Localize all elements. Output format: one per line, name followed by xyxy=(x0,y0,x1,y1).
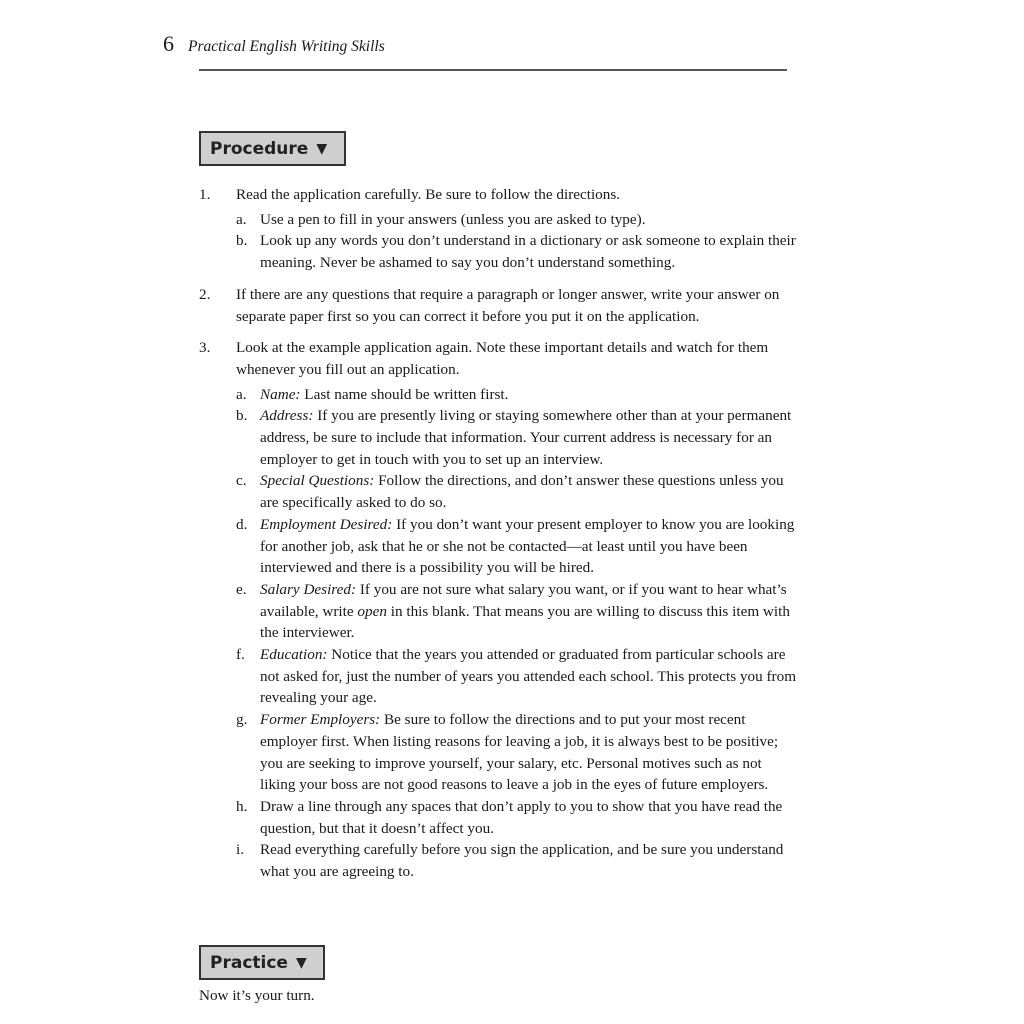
practice-heading xyxy=(199,945,325,980)
substep-text: Last name should be written first. xyxy=(300,385,509,403)
substep-text: If you are not sure what salary you want, or if you want to hear what’s available, write xyxy=(260,580,787,620)
procedure-heading xyxy=(199,131,346,166)
header-rule xyxy=(199,69,787,71)
substep xyxy=(236,405,799,470)
substep-term: Address: xyxy=(260,407,314,425)
substep xyxy=(236,209,799,231)
substep xyxy=(236,709,799,796)
step-text: Read the application carefully. Be sure to follow the directions. xyxy=(236,186,621,203)
substep-letter: c. xyxy=(236,472,247,490)
substep-letter: a. xyxy=(236,385,247,403)
substep-text: Notice that the years you attended or graduated from particular schools are not asked for, just the number of years you attended each school. This protects you from revealing your age. xyxy=(260,646,797,707)
substep-text: in this blank. That means you are willing to discuss this item with the interviewer. xyxy=(260,602,790,642)
practice-heading-label: Practice xyxy=(210,952,288,973)
substep-term: Special Questions: xyxy=(260,472,375,490)
substep xyxy=(236,514,799,579)
substep-term: Education: xyxy=(260,646,328,664)
substep-text: Use a pen to fill in your answers (unless you are asked to type). xyxy=(260,210,646,228)
step-number: 3. xyxy=(199,339,211,357)
practice-text: Now it’s your turn. xyxy=(199,987,315,1004)
substep xyxy=(236,644,799,709)
substep-text: Be sure to follow the directions and to put your most recent employer first. When listing reasons for leaving a job, it is always best to be positive; you are seeking to improve yourself, your salary, etc. Personal motives such as not liking your boss are not good reasons to leave a job in the eyes of future employers. xyxy=(260,711,779,794)
substep-text: If you don’t want your present employer to know you are looking for another job, ask that he or she not be contacted—at least until you have been interviewed and there is a possibility you will be hired. xyxy=(260,515,795,577)
step-number: 1. xyxy=(199,186,211,203)
step-text: Look at the example application again. Note these important details and watch for them whenever you fill out an application. xyxy=(236,339,769,378)
substep-letter: a. xyxy=(236,210,247,228)
substep-text: Look up any words you don’t understand in a dictionary or ask someone to explain their meaning. Never be ashamed to say you don’t understand something. xyxy=(260,232,796,272)
substep-text: Read everything carefully before you sign the application, and be sure you understand what you are agreeing to. xyxy=(260,841,784,881)
substep-letter: b. xyxy=(236,232,248,250)
substep-letter: h. xyxy=(236,797,248,815)
substep-letter: g. xyxy=(236,711,248,729)
substep xyxy=(236,470,799,513)
procedure-heading-label: Procedure xyxy=(210,138,309,159)
substep-term: Name: xyxy=(260,385,301,403)
substep-letter: i. xyxy=(236,841,245,859)
substep xyxy=(236,579,799,644)
substep-term: Former Employers: xyxy=(260,711,381,729)
substep-letter: f. xyxy=(236,646,245,664)
step-number: 2. xyxy=(199,285,211,303)
procedure-step xyxy=(199,184,799,274)
substep-text: If you are presently living or staying somewhere other than at your permanent address, be sure to include that information. Your current address is necessary for an employer to get in touch with you to set up an interview. xyxy=(260,407,792,468)
substep xyxy=(236,839,799,882)
substep-list xyxy=(236,384,799,883)
substep-text: Follow the directions, and don’t answer these questions unless you are specifically asked to do so. xyxy=(260,472,784,512)
page-number: 6 xyxy=(163,31,174,56)
step-text: If there are any questions that require a paragraph or longer answer, write your answer on separate paper first so you can correct it before you put it on the application. xyxy=(236,285,780,325)
substep-term: Salary Desired: xyxy=(260,580,357,598)
procedure-step xyxy=(199,284,799,327)
substep-letter: e. xyxy=(236,580,247,598)
substep-emphasis: open xyxy=(357,602,387,620)
substep-list xyxy=(236,209,799,274)
triangle-down-icon: ▼ xyxy=(316,140,328,157)
substep-text: Draw a line through any spaces that don’t apply to you to show that you have read the question, but that it doesn’t affect you. xyxy=(260,797,783,837)
substep-letter: d. xyxy=(236,515,248,533)
substep xyxy=(236,796,799,839)
procedure-step xyxy=(199,337,799,883)
triangle-down-icon: ▼ xyxy=(295,954,307,971)
running-header xyxy=(163,31,385,57)
substep-term: Employment Desired: xyxy=(260,515,393,533)
running-title: Practical English Writing Skills xyxy=(188,38,385,55)
substep-letter: b. xyxy=(236,407,248,425)
procedure-list xyxy=(199,184,799,893)
substep xyxy=(236,230,799,273)
substep xyxy=(236,384,799,406)
